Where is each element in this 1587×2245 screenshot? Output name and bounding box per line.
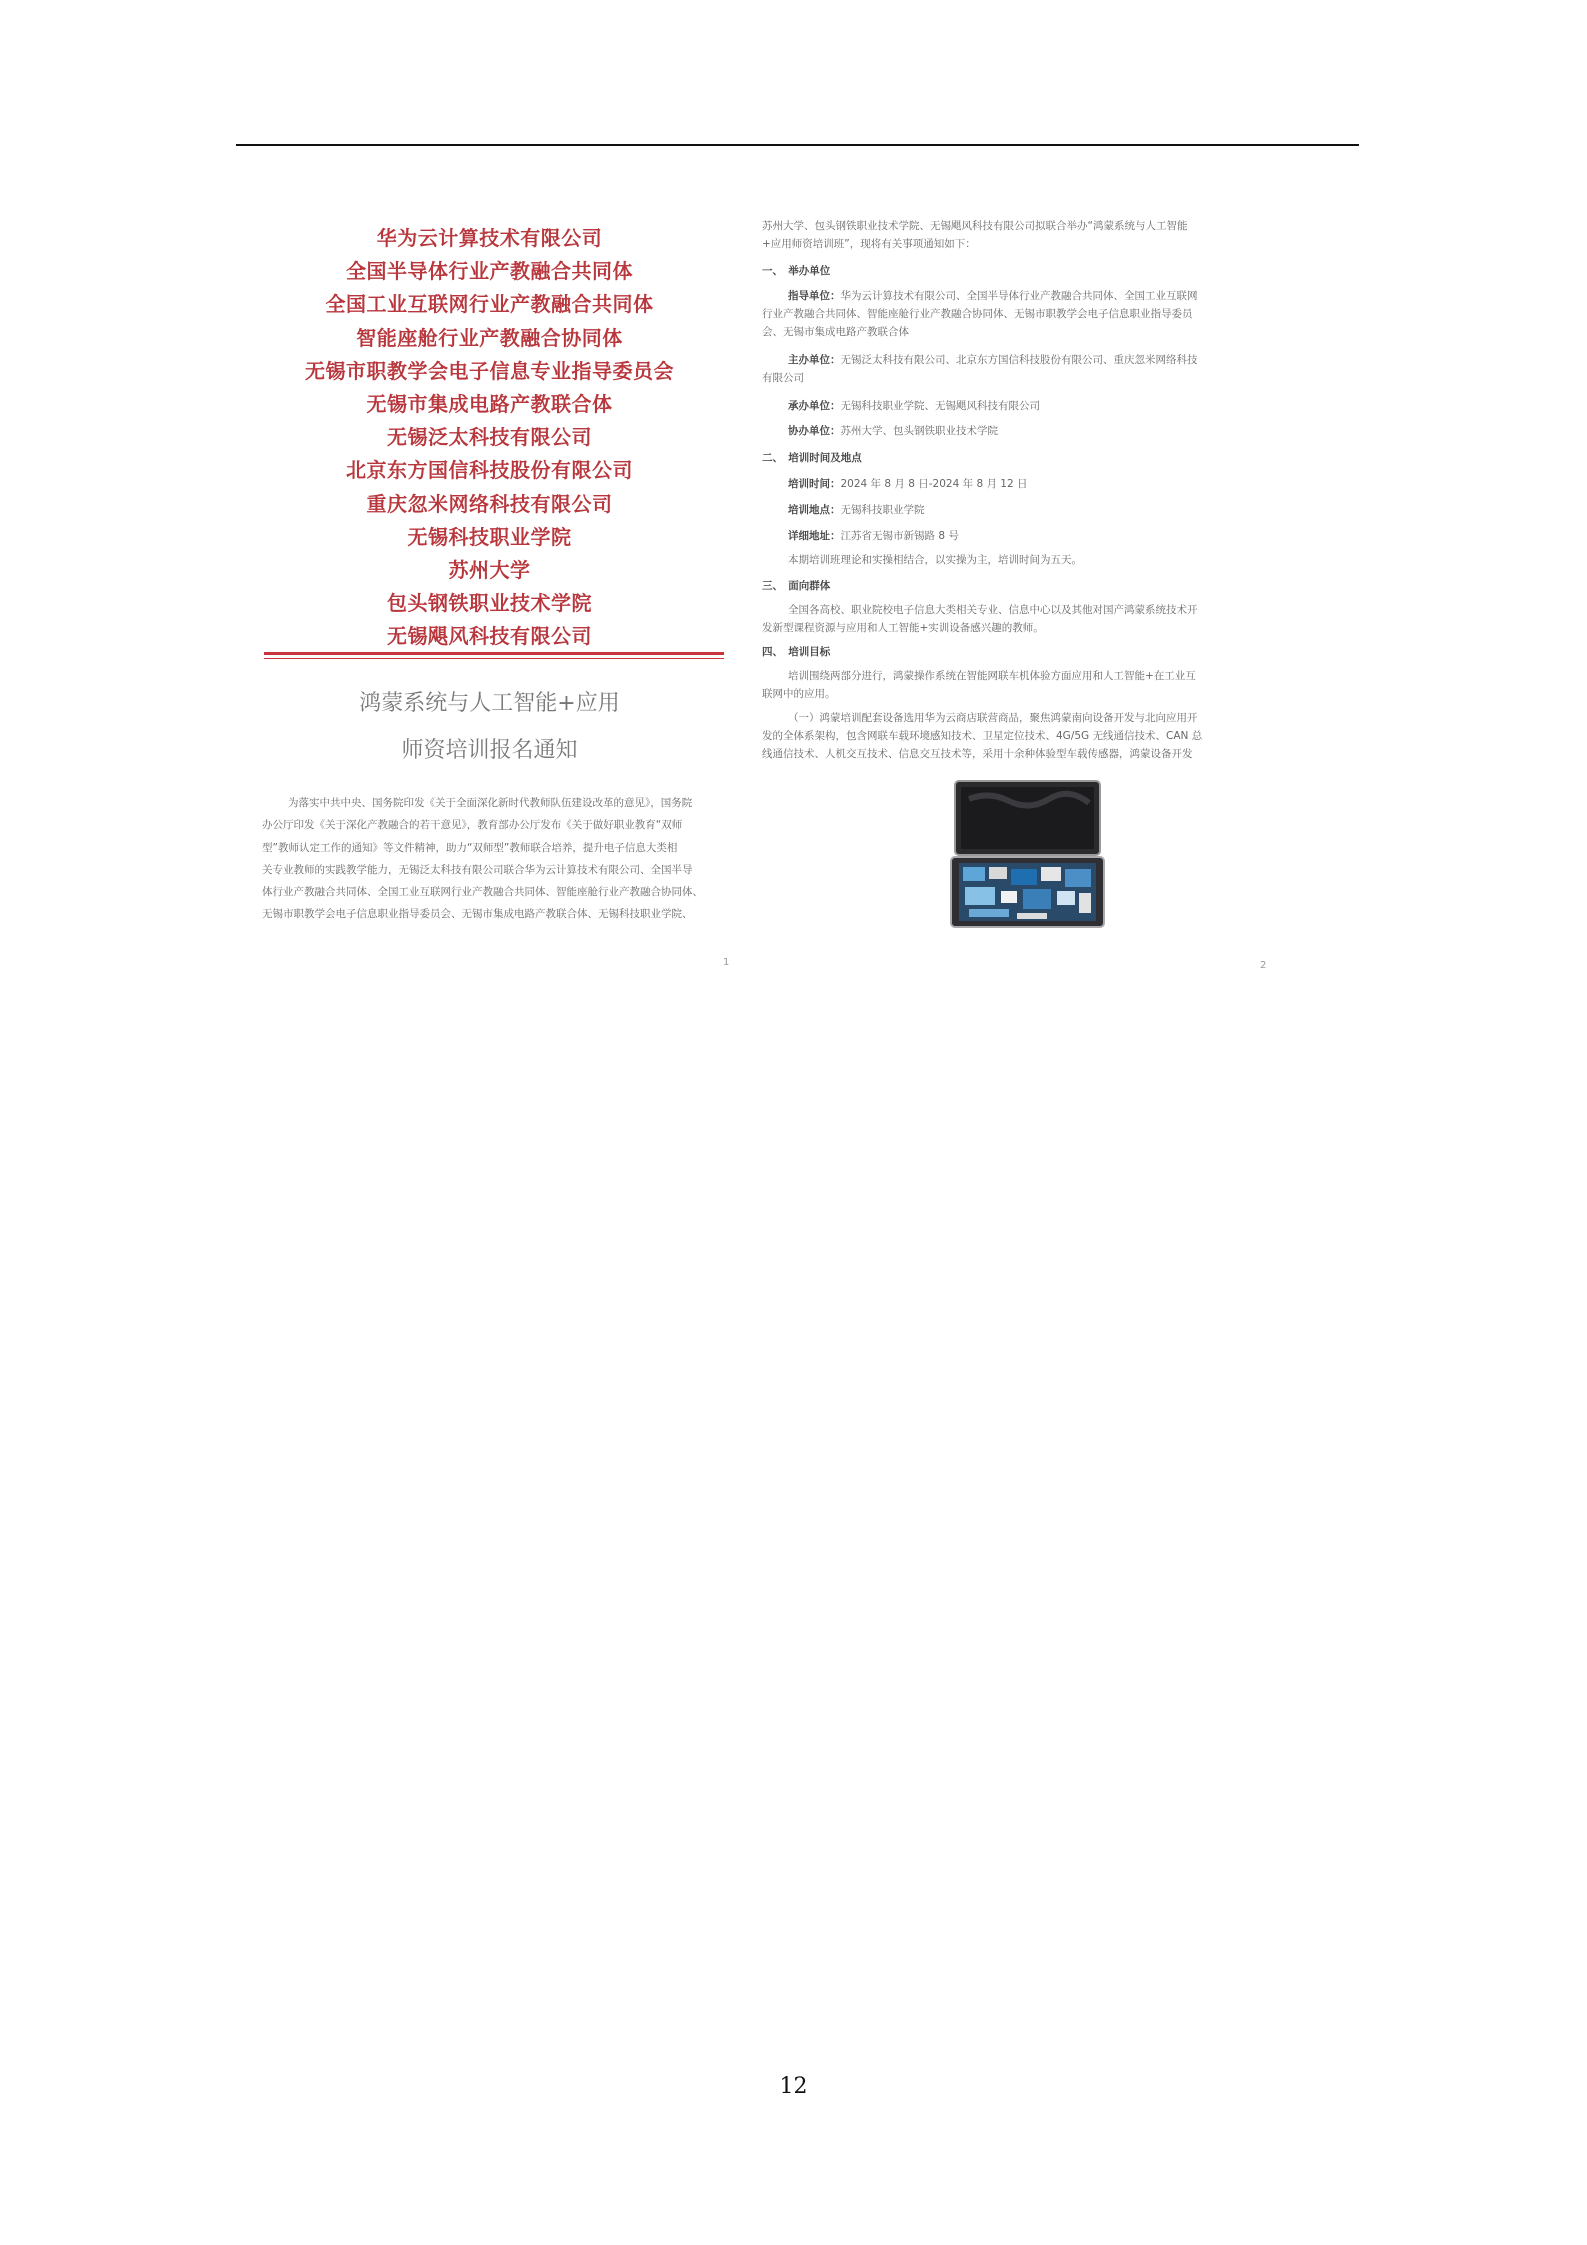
training-time-value: 2024 年 8 月 8 日-2024 年 8 月 12 日 (840, 478, 1028, 490)
organization-name: 无锡泛太科技有限公司 (387, 425, 592, 450)
organization-list (242, 222, 737, 653)
left-page-number: 1 (723, 957, 730, 968)
goal-line: （一）鸿蒙培训配套设备选用华为云商店联营商品，聚焦鸿蒙南向设备开发与北向应用开 (788, 712, 1198, 724)
goal-line: 线通信技术、人机交互技术、信息交互技术等，采用十余种体验型车载传感器，鸿蒙设备开发 (762, 748, 1193, 760)
red-rule-thick (264, 652, 724, 655)
notice-body (262, 792, 732, 926)
organization-name: 华为云计算技术有限公司 (376, 226, 603, 250)
training-time-label: 培训时间： (788, 478, 841, 490)
goal-line: 联网中的应用。 (762, 688, 836, 700)
undertake-unit-label: 承办单位： (788, 400, 841, 412)
audience-line: 发新型课程资源与应用和人工智能+实训设备感兴趣的教师。 (762, 622, 1044, 634)
training-place-value: 无锡科技职业学院 (840, 504, 925, 516)
notice-title-line2: 师资培训报名通知 (401, 738, 578, 763)
host-unit-line: 有限公司 (762, 372, 804, 384)
right-page-number: 2 (1260, 960, 1267, 971)
equipment-case-photo (949, 779, 1106, 930)
host-unit-label: 主办单位： (788, 354, 841, 366)
body-line: 体行业产教融合共同体、全国工业互联网行业产教融合共同体、智能座舱行业产教融合协同体、 (262, 886, 703, 899)
organization-name: 无锡飓风科技有限公司 (387, 624, 592, 649)
organization-name: 重庆忽米网络科技有限公司 (366, 491, 613, 516)
body-line: 关专业教师的实践教学能力，无锡泛太科技有限公司联合华为云计算技术有限公司、全国半导 (262, 863, 693, 876)
organization-name: 无锡市职教学会电子信息专业指导委员会 (305, 358, 674, 383)
section-heading: 一、 举办单位 (762, 265, 831, 277)
body-line: 型”教师认定工作的通知》等文件精神，助力“双师型”教师联合培养，提升电子信息大类相 (262, 841, 678, 854)
training-place-line (762, 502, 1298, 518)
address-label: 详细地址： (788, 530, 841, 542)
section-heading: 四、 培训目标 (762, 646, 831, 658)
scanned-page-left (242, 200, 737, 982)
notice-title-line1: 鸿蒙系统与人工智能+应用 (359, 691, 620, 716)
body-line: 为落实中共中央、国务院印发《关于全面深化新时代教师队伍建设改革的意见》，国务院 (288, 797, 693, 809)
organization-name: 全国半导体行业产教融合共同体 (346, 259, 633, 284)
intro-line: +应用师资培训班”，现将有关事项通知如下： (762, 238, 976, 250)
guide-unit-line: 行业产教融合共同体、智能座舱行业产教融合协同体、无锡市职教学会电子信息职业指导委员 (762, 308, 1193, 320)
guide-unit-value: 华为云计算技术有限公司、全国半导体行业产教融合共同体、全国工业互联网 (840, 290, 1198, 302)
guide-unit-label: 指导单位： (788, 290, 841, 302)
organization-name: 北京东方国信科技股份有限公司 (346, 458, 633, 483)
address-line (762, 528, 1298, 544)
goal-line: 发的全体系架构，包含网联车载环境感知技术、卫星定位技术、4G/5G 无线通信技术、CAN 总 (762, 730, 1203, 742)
organization-name: 全国工业互联网行业产教融合共同体 (325, 292, 654, 317)
intro-line: 苏州大学、包头钢铁职业技术学院、无锡飓风科技有限公司拟联合举办“鸿蒙系统与人工智能 (762, 220, 1188, 232)
body-line: 办公厅印发《关于深化产教融合的若干意见》，教育部办公厅发布《关于做好职业教育“双师 (262, 819, 683, 832)
document-page-number: 12 (779, 2074, 808, 2099)
assist-unit-line (762, 423, 1298, 439)
guide-unit-line: 会、无锡市集成电路产教联合体 (762, 326, 909, 338)
goal-line: 培训围绕两部分进行，鸿蒙操作系统在智能网联车机体验方面应用和人工智能+在工业互 (788, 670, 1196, 682)
organization-name: 包头钢铁职业技术学院 (387, 591, 592, 616)
training-place-label: 培训地点： (788, 504, 841, 516)
scanned-page-right (762, 218, 1272, 982)
red-rule-thin (264, 658, 724, 659)
undertake-unit-value: 无锡科技职业学院、无锡飓风科技有限公司 (840, 400, 1040, 412)
training-time-line (762, 476, 1298, 492)
host-unit-value: 无锡泛太科技有限公司、北京东方国信科技股份有限公司、重庆忽米网络科技 (840, 354, 1198, 366)
assist-unit-label: 协办单位： (788, 425, 841, 437)
organization-name: 智能座舱行业产教融合协同体 (356, 325, 623, 350)
training-note: 本期培训班理论和实操相结合，以实操为主，培训时间为五天。 (788, 554, 1082, 566)
audience-line: 全国各高校、职业院校电子信息大类相关专业、信息中心以及其他对国产鸿蒙系统技术开 (788, 604, 1198, 616)
section-heading: 三、 面向群体 (762, 580, 831, 592)
assist-unit-value: 苏州大学、包头钢铁职业技术学院 (840, 425, 998, 437)
section-heading: 二、 培训时间及地点 (762, 452, 862, 464)
organization-name: 无锡市集成电路产教联合体 (366, 391, 613, 416)
body-line: 无锡市职教学会电子信息职业指导委员会、无锡市集成电路产教联合体、无锡科技职业学院、 (262, 908, 693, 921)
address-value: 江苏省无锡市新锡路 8 号 (840, 530, 959, 542)
organization-name: 苏州大学 (448, 557, 531, 582)
header-rule (236, 144, 1359, 146)
guide-unit-line (762, 288, 1298, 304)
undertake-unit-line (762, 398, 1298, 414)
host-unit-line (762, 352, 1298, 368)
red-double-rule (264, 652, 724, 660)
organization-name: 无锡科技职业学院 (407, 524, 572, 549)
